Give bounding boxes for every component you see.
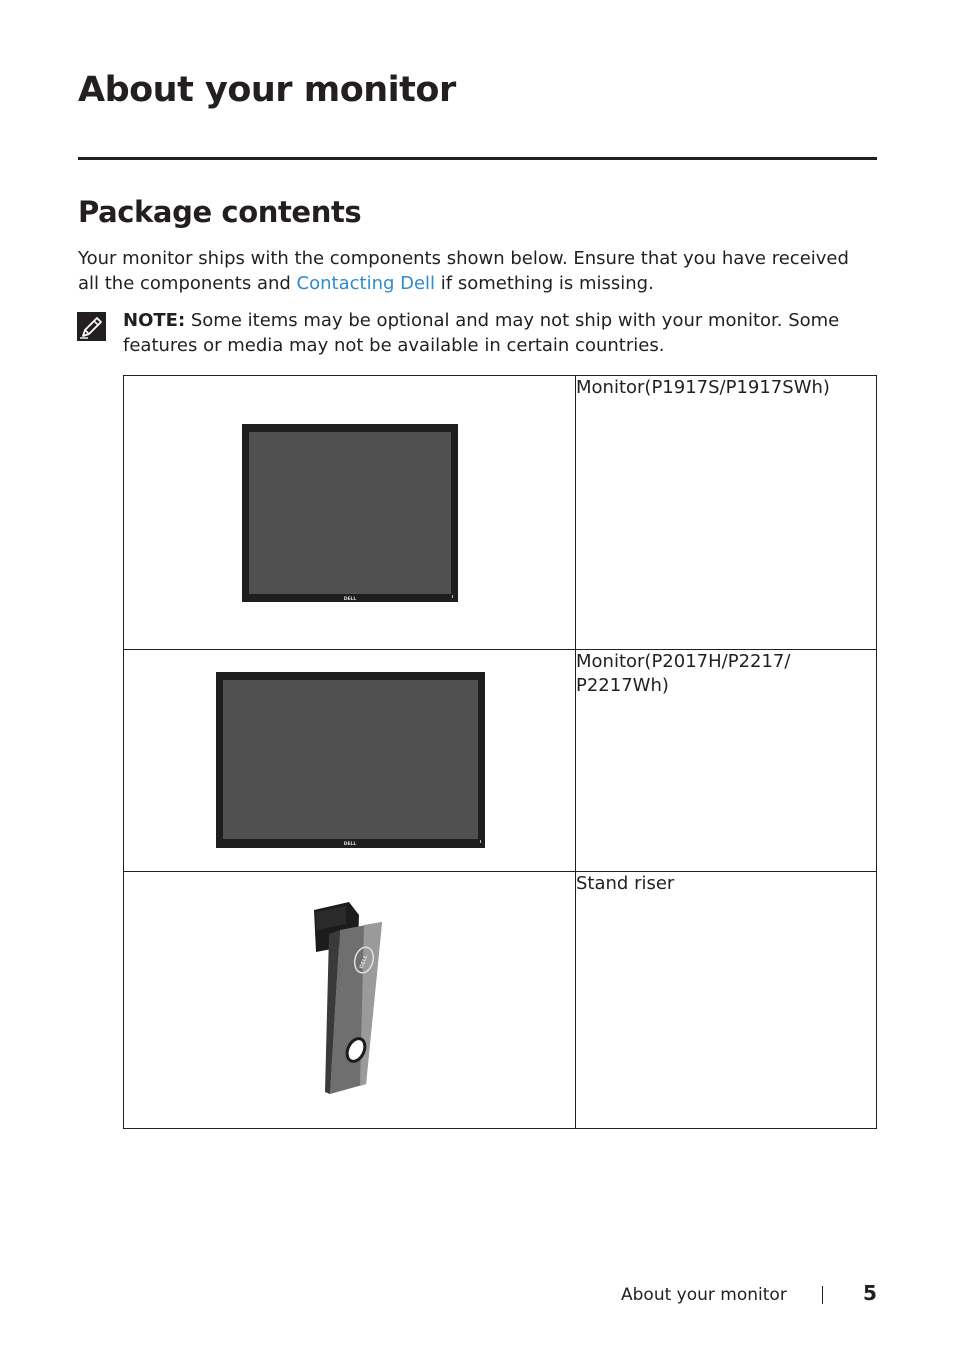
stand-riser-image <box>124 872 575 1128</box>
table-row <box>124 872 877 1129</box>
note-paragraph <box>123 308 873 358</box>
svg-text:DELL: DELL <box>343 842 357 847</box>
note-label: NOTE: <box>123 310 186 331</box>
item-image-cell <box>124 376 576 650</box>
title-divider <box>78 157 877 160</box>
intro-text: Your monitor ships with the components shown below. Ensure that you have received all the components and <box>78 248 849 294</box>
section-title: Package contents <box>78 195 362 229</box>
footer-section-label: About your monitor <box>621 1285 787 1305</box>
item-label: Stand riser <box>576 872 877 1129</box>
item-image-cell <box>124 650 576 872</box>
monitor-16-9-image <box>124 650 575 871</box>
table-row <box>124 650 877 872</box>
item-label: Monitor(P1917S/P1917SWh) <box>576 376 877 650</box>
intro-text-end: if something is missing. <box>435 273 654 294</box>
note-text: Some items may be optional and may not ship with your monitor. Some features or media may not be available in certain countries. <box>123 310 840 356</box>
footer-divider <box>822 1286 823 1304</box>
svg-text:DELL: DELL <box>343 597 357 602</box>
table-row <box>124 376 877 650</box>
svg-text:DELL: DELL <box>358 954 370 970</box>
page-number: 5 <box>863 1281 877 1305</box>
page-title: About your monitor <box>78 70 456 110</box>
note-pencil-icon <box>77 312 106 341</box>
item-image-cell <box>124 872 576 1129</box>
monitor-4-3-image <box>124 376 575 649</box>
package-contents-table <box>123 375 877 1129</box>
intro-paragraph <box>78 246 868 296</box>
contacting-dell-link[interactable]: Contacting Dell <box>296 273 436 294</box>
item-label: Monitor(P2017H/P2217/ P2217Wh) <box>576 650 877 872</box>
